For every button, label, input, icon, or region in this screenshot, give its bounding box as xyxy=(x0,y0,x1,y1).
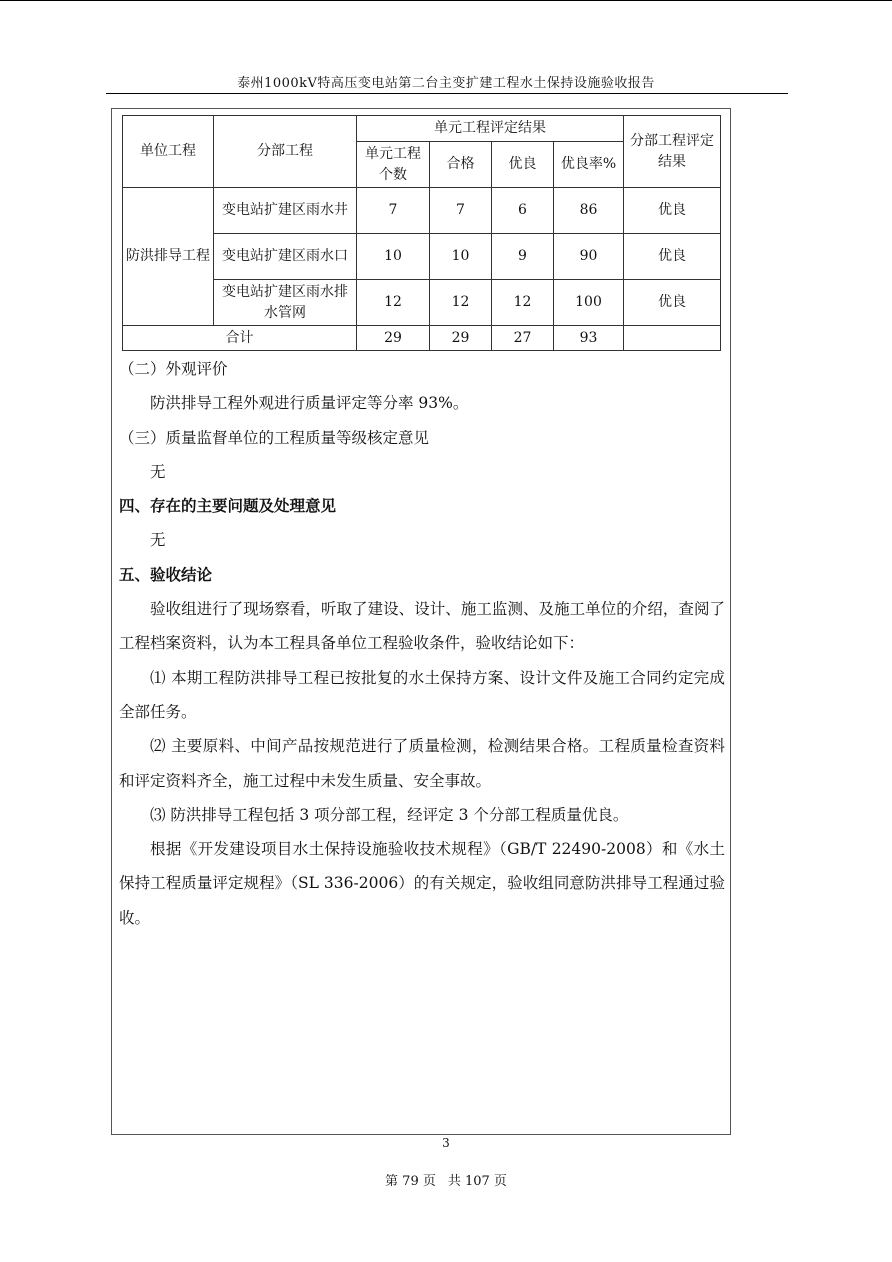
evaluation-table xyxy=(122,115,721,351)
section-issues-title: 四、存在的主要问题及处理意见 xyxy=(119,496,337,516)
total-rate: 93 xyxy=(554,326,624,351)
page-number: 第 79 页 xyxy=(385,1174,436,1189)
total-qualified: 29 xyxy=(430,326,492,351)
section-page-index: 3 xyxy=(442,1136,450,1150)
result-cell: 优良 xyxy=(624,234,721,280)
excellent-cell: 9 xyxy=(492,234,554,280)
section-supervision-title: （三）质量监督单位的工程质量等级核定意见 xyxy=(119,428,430,447)
sub-project-cell: 变电站扩建区雨水口 xyxy=(214,234,357,280)
header-sub-result: 分部工程评定结果 xyxy=(624,116,721,188)
result-cell: 优良 xyxy=(624,280,721,326)
count-cell: 7 xyxy=(357,188,430,234)
section-conclusion-title: 五、验收结论 xyxy=(119,564,213,584)
report-body xyxy=(119,352,725,935)
qualified-cell: 7 xyxy=(430,188,492,234)
qualified-cell: 10 xyxy=(430,234,492,280)
conclusion-item-3: ⑶ 防洪排导工程包括 3 项分部工程，经评定 3 个分部工程质量优良。 xyxy=(150,805,629,824)
sub-project-cell: 变电站扩建区雨水井 xyxy=(214,188,357,234)
rate-cell: 86 xyxy=(554,188,624,234)
total-label: 合计 xyxy=(123,326,357,351)
rate-cell: 100 xyxy=(554,280,624,326)
excellent-cell: 6 xyxy=(492,188,554,234)
total-excellent: 27 xyxy=(492,326,554,351)
total-result xyxy=(624,326,721,351)
count-cell: 12 xyxy=(357,280,430,326)
top-border-line xyxy=(0,0,892,1)
header-excellent-rate: 优良率% xyxy=(554,142,624,188)
count-cell: 10 xyxy=(357,234,430,280)
table-row xyxy=(123,188,721,234)
header-rule xyxy=(106,93,788,94)
conclusion-intro: 验收组进行了现场察看，听取了建设、设计、施工监测、及施工单位的介绍，查阅了工程档案资料，认为本工程具备单位工程验收条件，验收结论如下： xyxy=(119,600,725,653)
sub-project-cell: 变电站扩建区雨水排水管网 xyxy=(214,280,357,326)
rate-cell: 90 xyxy=(554,234,624,280)
page-total: 共 107 页 xyxy=(447,1174,507,1189)
qualified-cell: 12 xyxy=(430,280,492,326)
section-supervision-text: 无 xyxy=(150,462,166,481)
section-appearance-title: （二）外观评价 xyxy=(119,360,228,378)
page-footer xyxy=(0,1170,892,1189)
total-count: 29 xyxy=(357,326,430,351)
section-appearance-text: 防洪排导工程外观进行质量评定等分率 93%。 xyxy=(150,394,469,413)
table-total-row xyxy=(123,326,721,351)
excellent-cell: 12 xyxy=(492,280,554,326)
table-header-row xyxy=(123,116,721,142)
section-issues-text: 无 xyxy=(150,531,166,550)
header-unit-count: 单元工程个数 xyxy=(357,142,430,188)
conclusion-item-2: ⑵ 主要原料、中间产品按规范进行了质量检测，检测结果合格。工程质量检查资料和评定资料齐全，施工过程中未发生质量、安全事故。 xyxy=(119,737,725,790)
unit-project-name: 防洪排导工程 xyxy=(123,188,214,326)
result-cell: 优良 xyxy=(624,188,721,234)
header-unit-result-group: 单元工程评定结果 xyxy=(357,116,624,142)
header-sub-project: 分部工程 xyxy=(214,116,357,188)
header-unit-project: 单位工程 xyxy=(123,116,214,188)
page-header-title: 泰州1000kV特高压变电站第二台主变扩建工程水土保持设施验收报告 xyxy=(237,76,655,91)
conclusion-item-1: ⑴ 本期工程防洪排导工程已按批复的水土保持方案、设计文件及施工合同约定完成全部任务。 xyxy=(119,668,725,721)
header-qualified: 合格 xyxy=(430,142,492,188)
header-excellent: 优良 xyxy=(492,142,554,188)
conclusion-closing: 根据《开发建设项目水土保持设施验收技术规程》（GB/T 22490-2008）和《水土保持工程质量评定规程》（SL 336-2006）的有关规定，验收组同意防洪排导工程通过验收。 xyxy=(119,840,725,927)
